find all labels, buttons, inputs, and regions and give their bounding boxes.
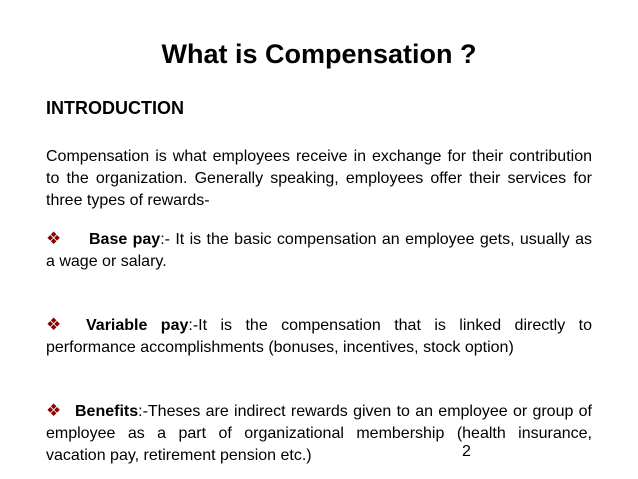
list-item-variable-pay: [46, 314, 592, 359]
benefits-text: :-Theses are indirect rewards given to an employee or group of employee as a part of organizational membership (health insurance, vacation pay, retirement pension etc.): [46, 403, 592, 464]
variable-pay-term: Variable pay: [86, 317, 189, 334]
variable-pay-text: :-It is the compensation that is linked directly to performance accomplishments (bonuses, incentives, stock option): [46, 317, 593, 356]
list-item-benefits: [46, 400, 592, 467]
intro-paragraph: Compensation is what employees receive in exchange for their contribution to the organization. Generally speaking, employees offer their services for three types of rewards-: [46, 148, 592, 209]
base-pay-text: :- It is the basic compensation an employee gets, usually as a wage or salary.: [46, 231, 592, 270]
slide-title: What is Compensation ?: [161, 39, 477, 69]
diamond-bullet-icon: ❖: [46, 315, 62, 334]
page-number: 2: [462, 443, 471, 460]
benefits-term: Benefits: [75, 403, 139, 420]
diamond-bullet-icon: ❖: [46, 401, 62, 420]
base-pay-term: Base pay: [89, 231, 161, 248]
section-heading: INTRODUCTION: [46, 98, 184, 118]
list-item-base-pay: [46, 228, 592, 273]
diamond-bullet-icon: ❖: [46, 229, 62, 248]
